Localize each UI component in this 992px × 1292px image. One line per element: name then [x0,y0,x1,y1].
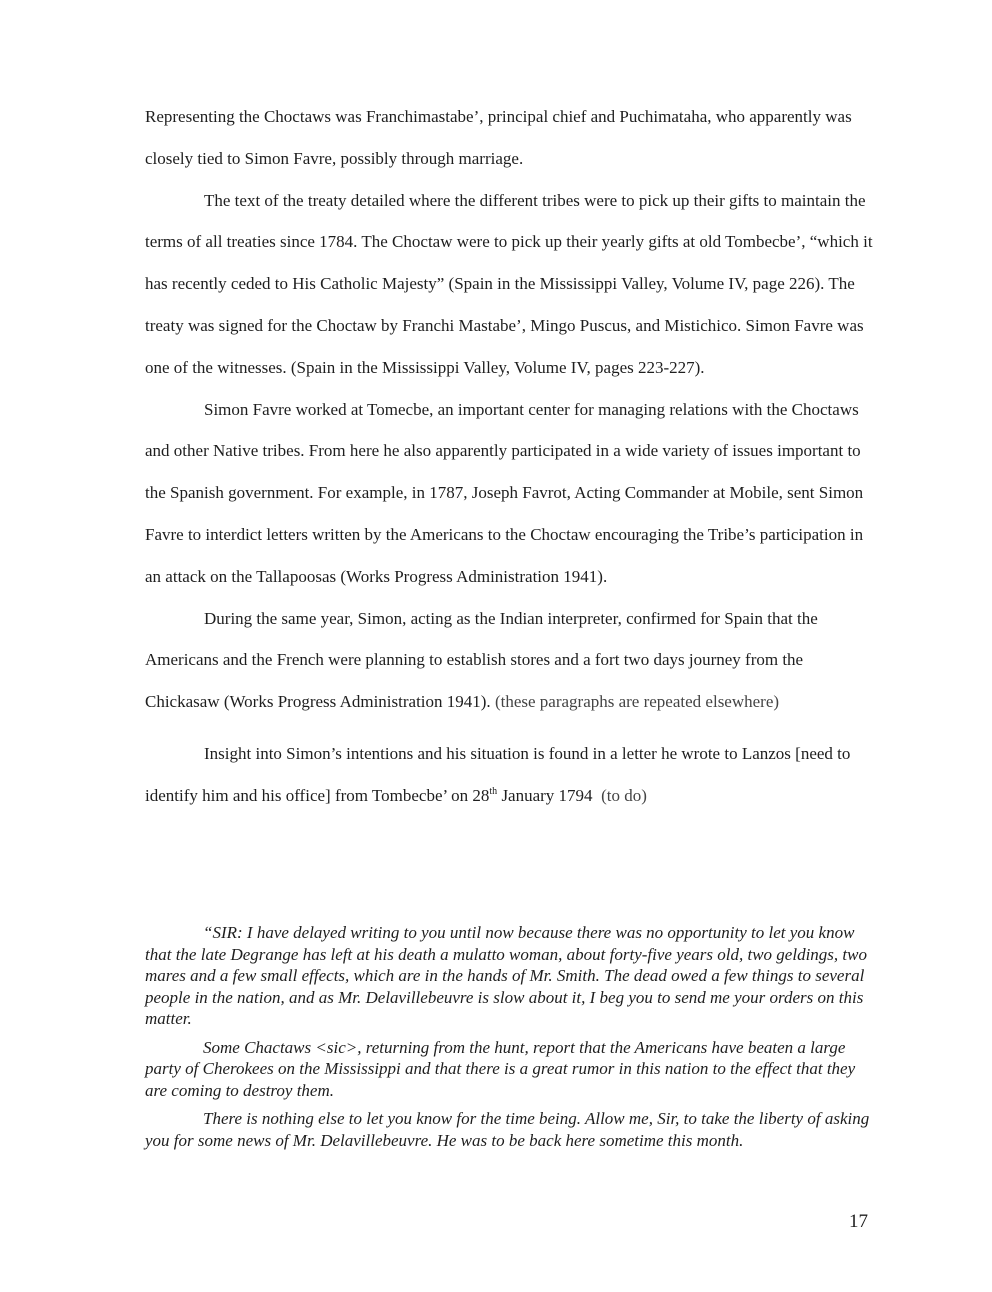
paragraph-5 [145,733,875,817]
paragraph-5-editorial-note: (to do) [601,785,647,805]
paragraph-5-superscript: th [489,785,498,797]
body-text [145,96,875,817]
paragraph-4 [145,598,875,723]
page-number: 17 [849,1211,868,1232]
letter-quote [145,922,875,1158]
paragraph-2: The text of the treaty detailed where the different tribes were to pick up their gifts to maintain the terms of all treaties since 1784. The Choctaw were to pick up their yearly gifts at old Tombecbe’, “which it has recently ceded to His Catholic Majesty” (Spain in the Mississippi Valley, Volume IV, page 226). The treaty was signed for the Choctaw by Franchi Mastabe’, Mingo Puscus, and Mistichico. Simon Favre was one of the witnesses. (Spain in the Mississippi Valley, Volume IV, pages 223-227). [145,190,873,377]
paragraph-1: Representing the Choctaws was Franchimastabe’, principal chief and Puchimataha, who apparently was closely tied to Simon Favre, possibly through marriage. [145,107,852,168]
paragraph-4-editorial-note: (these paragraphs are repeated elsewhere) [494,692,780,712]
paragraph-3: Simon Favre worked at Tomecbe, an important center for managing relations with the Choctaws and other Native tribes. From here he also apparently participated in a wide variety of issues important to the Spanish government. For example, in 1787, Joseph Favrot, Acting Commander at Mobile, sent Simon Favre to interdict letters written by the Americans to the Choctaw encouraging the Tribe’s participation in an attack on the Tallapoosas (Works Progress Administration 1941). [145,399,864,586]
quote-paragraph-2: Some Chactaws <sic>, returning from the hunt, report that the Americans have beaten a large party of Cherokees on the Mississippi and that there is a great rumor in this nation to the effect that they are coming to destroy them. [145,1037,856,1100]
paragraph-4-text: During the same year, Simon, acting as the Indian interpreter, confirmed for Spain that the Americans and the French were planning to establish stores and a fort two days journey from the Chickasaw (Works Progress Administration 1941). [145,608,818,712]
paragraph-5-text-after: January 1794 [497,785,593,805]
paragraph-5-text-before: Insight into Simon’s intentions and his situation is found in a letter he wrote to Lanzos [need to identify him and his office] from Tombecbe’ on 28 [145,743,851,805]
quote-paragraph-3: There is nothing else to let you know for the time being. Allow me, Sir, to take the liberty of asking you for some news of Mr. Delavillebeuvre. He was to be back here sometime this month. [145,1109,870,1150]
quote-paragraph-1: “SIR: I have delayed writing to you until now because there was no opportunity to let you know that the late Degrange has left at his death a mulatto woman, about forty-five years old, two geldings, two mares and a few small effects, which are in the hands of Mr. Smith. The dead owed a few things to several people in the nation, and as Mr. Delavillebeuvre is slow about it, I beg you to send me your orders on this matter. [145,923,867,1028]
